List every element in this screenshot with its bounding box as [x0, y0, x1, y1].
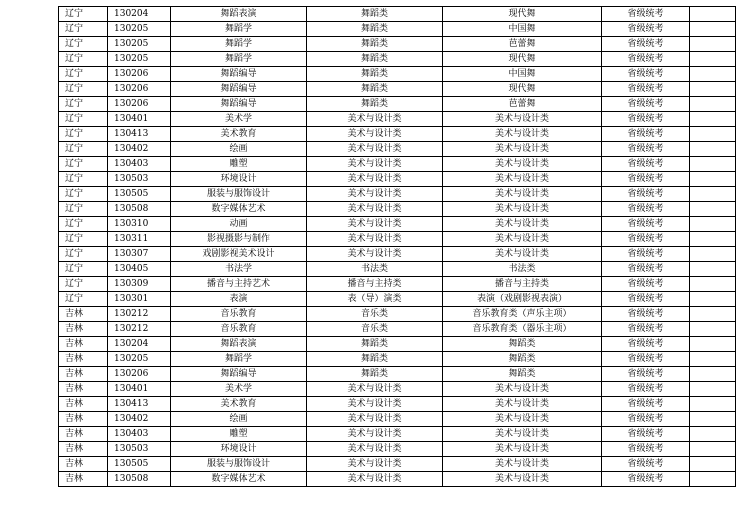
province-cell: 辽宁 [59, 127, 108, 142]
table-row [59, 322, 736, 337]
category-cell: 音乐类 [307, 307, 443, 322]
category-cell: 舞蹈类 [307, 67, 443, 82]
exam-type-cell: 省级统考 [602, 412, 690, 427]
major-name-cell: 服装与服饰设计 [171, 187, 307, 202]
empty-cell [690, 22, 736, 37]
major-code-cell: 130204 [108, 337, 171, 352]
empty-cell [690, 472, 736, 487]
table-row [59, 7, 736, 22]
category-cell: 舞蹈类 [307, 82, 443, 97]
empty-cell [690, 7, 736, 22]
direction-cell: 表演（戏剧影视表演） [443, 292, 602, 307]
major-name-cell: 美术学 [171, 112, 307, 127]
major-code-cell: 130401 [108, 382, 171, 397]
direction-cell: 芭蕾舞 [443, 97, 602, 112]
table-row [59, 232, 736, 247]
exam-type-cell: 省级统考 [602, 157, 690, 172]
province-cell: 吉林 [59, 307, 108, 322]
exam-type-cell: 省级统考 [602, 82, 690, 97]
exam-type-cell: 省级统考 [602, 217, 690, 232]
category-cell: 美术与设计类 [307, 202, 443, 217]
table-row [59, 457, 736, 472]
major-name-cell: 影视摄影与制作 [171, 232, 307, 247]
major-code-cell: 130402 [108, 412, 171, 427]
major-name-cell: 舞蹈表演 [171, 7, 307, 22]
province-cell: 辽宁 [59, 232, 108, 247]
major-code-cell: 130205 [108, 52, 171, 67]
exam-type-cell: 省级统考 [602, 442, 690, 457]
major-code-cell: 130503 [108, 442, 171, 457]
empty-cell [690, 427, 736, 442]
major-name-cell: 音乐教育 [171, 307, 307, 322]
major-name-cell: 环境设计 [171, 172, 307, 187]
major-code-cell: 130206 [108, 97, 171, 112]
province-cell: 吉林 [59, 412, 108, 427]
direction-cell: 美术与设计类 [443, 397, 602, 412]
province-cell: 吉林 [59, 397, 108, 412]
empty-cell [690, 247, 736, 262]
direction-cell: 美术与设计类 [443, 457, 602, 472]
major-code-cell: 130403 [108, 157, 171, 172]
table-row [59, 142, 736, 157]
major-code-cell: 130204 [108, 7, 171, 22]
major-name-cell: 舞蹈学 [171, 352, 307, 367]
category-cell: 舞蹈类 [307, 352, 443, 367]
empty-cell [690, 262, 736, 277]
empty-cell [690, 172, 736, 187]
direction-cell: 音乐教育类（器乐主项） [443, 322, 602, 337]
exam-type-cell: 省级统考 [602, 127, 690, 142]
exam-type-cell: 省级统考 [602, 22, 690, 37]
major-name-cell: 舞蹈编导 [171, 367, 307, 382]
province-cell: 辽宁 [59, 172, 108, 187]
province-cell: 辽宁 [59, 157, 108, 172]
direction-cell: 美术与设计类 [443, 202, 602, 217]
major-code-cell: 130505 [108, 187, 171, 202]
exam-type-cell: 省级统考 [602, 37, 690, 52]
province-cell: 吉林 [59, 337, 108, 352]
table-row [59, 352, 736, 367]
province-cell: 辽宁 [59, 247, 108, 262]
table-row [59, 277, 736, 292]
direction-cell: 书法类 [443, 262, 602, 277]
exam-type-cell: 省级统考 [602, 397, 690, 412]
exam-type-cell: 省级统考 [602, 382, 690, 397]
exam-type-cell: 省级统考 [602, 457, 690, 472]
category-cell: 美术与设计类 [307, 112, 443, 127]
exam-type-cell: 省级统考 [602, 187, 690, 202]
category-cell: 美术与设计类 [307, 157, 443, 172]
major-name-cell: 舞蹈编导 [171, 97, 307, 112]
province-cell: 吉林 [59, 382, 108, 397]
table-row [59, 247, 736, 262]
exam-type-cell: 省级统考 [602, 232, 690, 247]
direction-cell: 舞蹈类 [443, 352, 602, 367]
direction-cell: 现代舞 [443, 7, 602, 22]
province-cell: 辽宁 [59, 277, 108, 292]
category-cell: 美术与设计类 [307, 142, 443, 157]
province-cell: 辽宁 [59, 7, 108, 22]
category-cell: 美术与设计类 [307, 217, 443, 232]
exam-type-cell: 省级统考 [602, 7, 690, 22]
table-row [59, 412, 736, 427]
direction-cell: 美术与设计类 [443, 217, 602, 232]
table-row [59, 382, 736, 397]
major-code-cell: 130311 [108, 232, 171, 247]
table-row [59, 472, 736, 487]
table-row [59, 52, 736, 67]
province-cell: 辽宁 [59, 187, 108, 202]
table-row [59, 112, 736, 127]
category-cell: 表（导）演类 [307, 292, 443, 307]
direction-cell: 中国舞 [443, 67, 602, 82]
province-cell: 辽宁 [59, 262, 108, 277]
major-name-cell: 雕塑 [171, 427, 307, 442]
empty-cell [690, 352, 736, 367]
category-cell: 美术与设计类 [307, 442, 443, 457]
category-cell: 美术与设计类 [307, 382, 443, 397]
category-cell: 舞蹈类 [307, 97, 443, 112]
province-cell: 辽宁 [59, 112, 108, 127]
category-cell: 舞蹈类 [307, 367, 443, 382]
direction-cell: 美术与设计类 [443, 232, 602, 247]
exam-type-cell: 省级统考 [602, 352, 690, 367]
major-code-cell: 130205 [108, 352, 171, 367]
major-name-cell: 美术学 [171, 382, 307, 397]
major-name-cell: 书法学 [171, 262, 307, 277]
major-code-cell: 130307 [108, 247, 171, 262]
province-cell: 辽宁 [59, 22, 108, 37]
empty-cell [690, 37, 736, 52]
exam-type-cell: 省级统考 [602, 262, 690, 277]
province-cell: 吉林 [59, 472, 108, 487]
major-code-cell: 130205 [108, 22, 171, 37]
table-row [59, 67, 736, 82]
direction-cell: 美术与设计类 [443, 247, 602, 262]
category-cell: 美术与设计类 [307, 412, 443, 427]
category-cell: 音乐类 [307, 322, 443, 337]
major-name-cell: 舞蹈编导 [171, 67, 307, 82]
table-row [59, 292, 736, 307]
table-row [59, 202, 736, 217]
category-cell: 美术与设计类 [307, 472, 443, 487]
category-cell: 舞蹈类 [307, 7, 443, 22]
province-cell: 吉林 [59, 322, 108, 337]
major-name-cell: 绘画 [171, 142, 307, 157]
empty-cell [690, 337, 736, 352]
major-code-cell: 130310 [108, 217, 171, 232]
direction-cell: 美术与设计类 [443, 412, 602, 427]
table-row [59, 367, 736, 382]
empty-cell [690, 412, 736, 427]
empty-cell [690, 202, 736, 217]
category-cell: 舞蹈类 [307, 22, 443, 37]
exam-type-cell: 省级统考 [602, 142, 690, 157]
exam-type-cell: 省级统考 [602, 277, 690, 292]
direction-cell: 美术与设计类 [443, 472, 602, 487]
exam-type-cell: 省级统考 [602, 67, 690, 82]
empty-cell [690, 397, 736, 412]
table-row [59, 157, 736, 172]
major-name-cell: 舞蹈表演 [171, 337, 307, 352]
empty-cell [690, 382, 736, 397]
table-row [59, 427, 736, 442]
major-code-cell: 130205 [108, 37, 171, 52]
major-name-cell: 舞蹈学 [171, 52, 307, 67]
direction-cell: 美术与设计类 [443, 172, 602, 187]
empty-cell [690, 307, 736, 322]
empty-cell [690, 217, 736, 232]
major-name-cell: 服装与服饰设计 [171, 457, 307, 472]
province-cell: 吉林 [59, 367, 108, 382]
direction-cell: 美术与设计类 [443, 442, 602, 457]
category-cell: 舞蹈类 [307, 337, 443, 352]
direction-cell: 舞蹈类 [443, 337, 602, 352]
table-row [59, 82, 736, 97]
province-cell: 辽宁 [59, 292, 108, 307]
empty-cell [690, 82, 736, 97]
major-name-cell: 音乐教育 [171, 322, 307, 337]
exam-type-cell: 省级统考 [602, 202, 690, 217]
exam-type-cell: 省级统考 [602, 112, 690, 127]
province-cell: 辽宁 [59, 202, 108, 217]
major-name-cell: 播音与主持艺术 [171, 277, 307, 292]
direction-cell: 播音与主持类 [443, 277, 602, 292]
table-row [59, 37, 736, 52]
province-cell: 吉林 [59, 352, 108, 367]
major-code-cell: 130508 [108, 202, 171, 217]
direction-cell: 现代舞 [443, 52, 602, 67]
exam-type-cell: 省级统考 [602, 97, 690, 112]
province-cell: 吉林 [59, 457, 108, 472]
major-name-cell: 数字媒体艺术 [171, 202, 307, 217]
exam-type-cell: 省级统考 [602, 52, 690, 67]
empty-cell [690, 187, 736, 202]
exam-type-cell: 省级统考 [602, 172, 690, 187]
exam-type-cell: 省级统考 [602, 322, 690, 337]
category-cell: 舞蹈类 [307, 52, 443, 67]
table-body [59, 7, 736, 487]
major-name-cell: 动画 [171, 217, 307, 232]
direction-cell: 中国舞 [443, 22, 602, 37]
direction-cell: 美术与设计类 [443, 382, 602, 397]
province-cell: 辽宁 [59, 217, 108, 232]
empty-cell [690, 142, 736, 157]
table-row [59, 187, 736, 202]
empty-cell [690, 457, 736, 472]
major-code-cell: 130212 [108, 307, 171, 322]
category-cell: 美术与设计类 [307, 172, 443, 187]
exam-type-cell: 省级统考 [602, 337, 690, 352]
major-code-cell: 130413 [108, 127, 171, 142]
table-row [59, 397, 736, 412]
exam-type-cell: 省级统考 [602, 472, 690, 487]
direction-cell: 现代舞 [443, 82, 602, 97]
major-code-cell: 130206 [108, 82, 171, 97]
province-cell: 辽宁 [59, 52, 108, 67]
major-name-cell: 戏剧影视美术设计 [171, 247, 307, 262]
province-cell: 辽宁 [59, 67, 108, 82]
category-cell: 美术与设计类 [307, 247, 443, 262]
empty-cell [690, 112, 736, 127]
empty-cell [690, 67, 736, 82]
major-code-cell: 130301 [108, 292, 171, 307]
major-name-cell: 舞蹈学 [171, 37, 307, 52]
category-cell: 美术与设计类 [307, 427, 443, 442]
table-row [59, 127, 736, 142]
category-cell: 舞蹈类 [307, 37, 443, 52]
major-code-cell: 130505 [108, 457, 171, 472]
major-code-cell: 130401 [108, 112, 171, 127]
major-code-cell: 130206 [108, 67, 171, 82]
table-row [59, 22, 736, 37]
major-code-cell: 130503 [108, 172, 171, 187]
direction-cell: 音乐教育类（声乐主项） [443, 307, 602, 322]
direction-cell: 美术与设计类 [443, 157, 602, 172]
exam-type-cell: 省级统考 [602, 292, 690, 307]
empty-cell [690, 442, 736, 457]
exam-type-cell: 省级统考 [602, 307, 690, 322]
province-cell: 辽宁 [59, 97, 108, 112]
table-row [59, 442, 736, 457]
empty-cell [690, 277, 736, 292]
table-row [59, 217, 736, 232]
table-row [59, 262, 736, 277]
major-code-cell: 130508 [108, 472, 171, 487]
category-cell: 美术与设计类 [307, 127, 443, 142]
direction-cell: 芭蕾舞 [443, 37, 602, 52]
province-cell: 辽宁 [59, 142, 108, 157]
direction-cell: 美术与设计类 [443, 427, 602, 442]
table-row [59, 307, 736, 322]
category-cell: 书法类 [307, 262, 443, 277]
province-cell: 吉林 [59, 442, 108, 457]
category-cell: 美术与设计类 [307, 187, 443, 202]
major-code-cell: 130206 [108, 367, 171, 382]
exam-type-cell: 省级统考 [602, 427, 690, 442]
major-code-cell: 130405 [108, 262, 171, 277]
major-name-cell: 雕塑 [171, 157, 307, 172]
empty-cell [690, 127, 736, 142]
major-name-cell: 环境设计 [171, 442, 307, 457]
major-name-cell: 绘画 [171, 412, 307, 427]
empty-cell [690, 322, 736, 337]
direction-cell: 美术与设计类 [443, 142, 602, 157]
empty-cell [690, 97, 736, 112]
empty-cell [690, 367, 736, 382]
province-cell: 吉林 [59, 427, 108, 442]
major-name-cell: 表演 [171, 292, 307, 307]
empty-cell [690, 52, 736, 67]
major-name-cell: 美术教育 [171, 397, 307, 412]
major-code-cell: 130212 [108, 322, 171, 337]
category-cell: 美术与设计类 [307, 457, 443, 472]
table-row [59, 172, 736, 187]
empty-cell [690, 157, 736, 172]
direction-cell: 美术与设计类 [443, 127, 602, 142]
exam-type-cell: 省级统考 [602, 367, 690, 382]
direction-cell: 美术与设计类 [443, 112, 602, 127]
category-cell: 播音与主持类 [307, 277, 443, 292]
category-cell: 美术与设计类 [307, 397, 443, 412]
major-code-cell: 130403 [108, 427, 171, 442]
major-name-cell: 美术教育 [171, 127, 307, 142]
table-row [59, 97, 736, 112]
province-cell: 辽宁 [59, 37, 108, 52]
empty-cell [690, 232, 736, 247]
table-row [59, 337, 736, 352]
major-name-cell: 数字媒体艺术 [171, 472, 307, 487]
major-code-cell: 130413 [108, 397, 171, 412]
province-cell: 辽宁 [59, 82, 108, 97]
empty-cell [690, 292, 736, 307]
exam-type-cell: 省级统考 [602, 247, 690, 262]
direction-cell: 美术与设计类 [443, 187, 602, 202]
category-cell: 美术与设计类 [307, 232, 443, 247]
exam-table [58, 6, 736, 487]
major-name-cell: 舞蹈学 [171, 22, 307, 37]
major-code-cell: 130402 [108, 142, 171, 157]
major-name-cell: 舞蹈编导 [171, 82, 307, 97]
major-code-cell: 130309 [108, 277, 171, 292]
direction-cell: 舞蹈类 [443, 367, 602, 382]
